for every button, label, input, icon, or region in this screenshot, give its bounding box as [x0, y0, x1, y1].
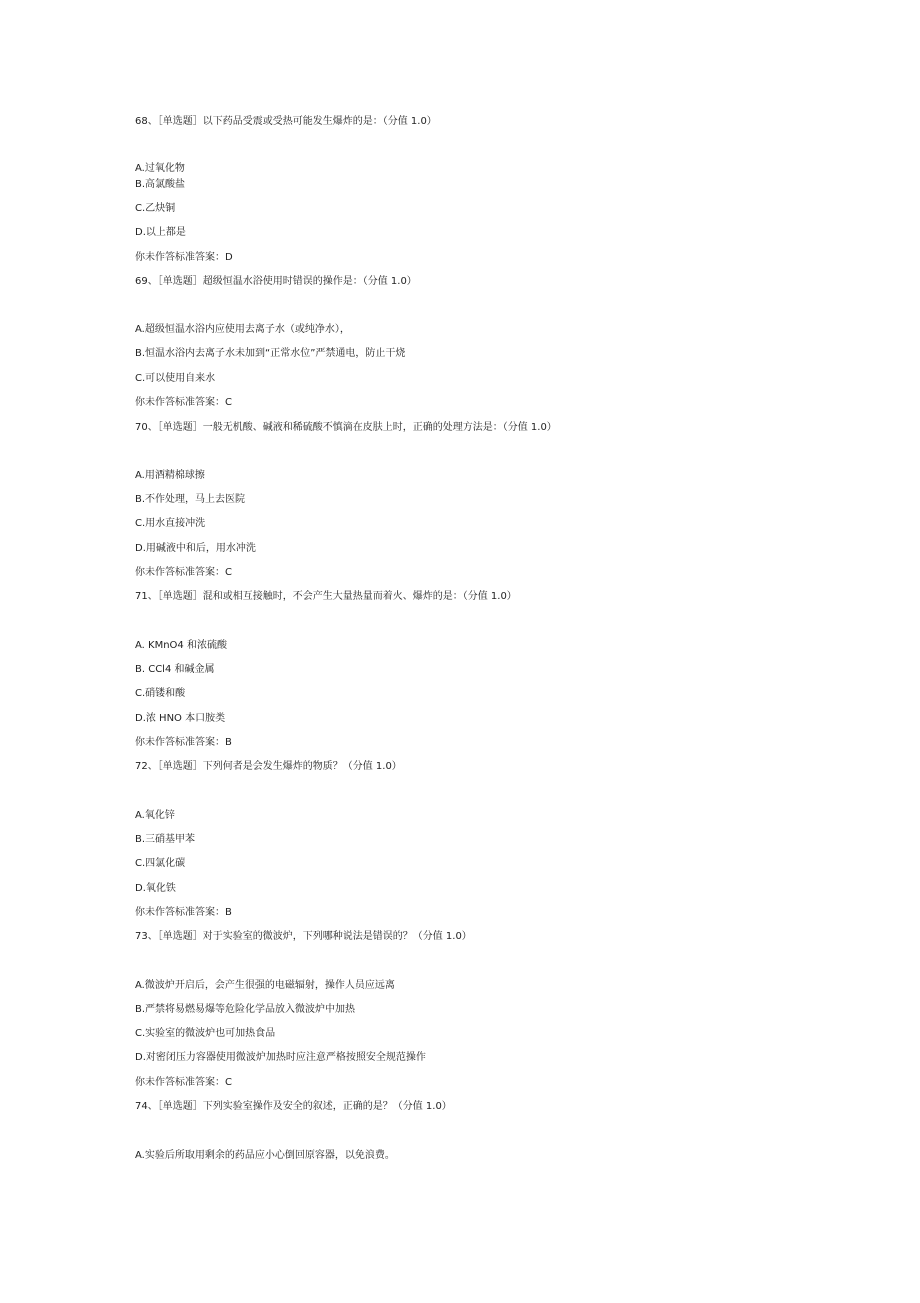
question-74-title: 74、［单选题］下列实验室操作及安全的叙述，正确的是？（分值 1.0） — [135, 1101, 452, 1112]
question-73-answer: 你未作答标准答案：C — [135, 1077, 232, 1088]
question-70-option-b: B.不作处理，马上去医院 — [135, 494, 246, 505]
question-70-title: 70、［单选题］一般无机酸、碱液和稀硫酸不慎滴在皮肤上时，正确的处理方法是：（分值 1.0） — [135, 422, 557, 433]
question-69-title: 69、［单选题］超级恒温水浴使用时错误的操作是：（分值 1.0） — [135, 276, 417, 287]
question-71-option-a: A. KMnO4 和浓硫酸 — [135, 640, 227, 651]
question-73-option-c: C.实验室的微波炉也可加热食品 — [135, 1028, 276, 1039]
question-72-option-d: D.氧化铁 — [135, 883, 176, 894]
question-73-title: 73、［单选题］对于实验室的微波炉，下列哪种说法是错误的？（分值 1.0） — [135, 931, 472, 942]
question-69-option-c: C.可以使用自来水 — [135, 373, 216, 384]
question-72-option-a: A.氧化锌 — [135, 810, 175, 821]
question-69-option-b: B.恒温水浴内去离子水未加到“正常水位”严禁通电，防止干烧 — [135, 348, 406, 359]
question-72-title: 72、［单选题］下列何者是会发生爆炸的物质？（分值 1.0） — [135, 761, 402, 772]
question-73-option-a: A.微波炉开启后，会产生很强的电磁辐射，操作人员应远离 — [135, 980, 395, 991]
question-71-option-c: C.硝镂和酸 — [135, 688, 186, 699]
question-71-option-b: B. CCl4 和碱金属 — [135, 664, 215, 675]
question-72-option-b: B.三硝基甲苯 — [135, 834, 196, 845]
question-69-answer: 你未作答标准答案：C — [135, 397, 232, 408]
question-69-option-a: A.超级恒温水浴内应使用去离子水（或纯净水）， — [135, 324, 350, 335]
question-73-option-d: D.对密闭压力容器使用微波炉加热时应注意严格按照安全规范操作 — [135, 1052, 426, 1063]
question-68-option-d: D.以上都是 — [135, 227, 186, 238]
question-72-answer: 你未作答标准答案：B — [135, 907, 232, 918]
question-71-answer: 你未作答标准答案：B — [135, 737, 232, 748]
question-73-option-b: B.严禁将易燃易爆等危险化学品放入微波炉中加热 — [135, 1004, 356, 1015]
question-70-answer: 你未作答标准答案：C — [135, 567, 232, 578]
question-74-option-a: A.实验后所取用剩余的药品应小心倒回原容器，以免浪费。 — [135, 1150, 395, 1161]
question-68-option-b: B.高氯酸盐 — [135, 179, 186, 190]
question-68-title: 68、［单选题］以下药品受震或受热可能发生爆炸的是：（分值 1.0） — [135, 116, 437, 127]
question-68-option-c: C.乙炔铜 — [135, 203, 176, 214]
question-70-option-c: C.用水直接冲洗 — [135, 518, 206, 529]
question-71-title: 71、［单选题］混和或相互接触时，不会产生大量热量而着火、爆炸的是：（分值 1.0） — [135, 591, 517, 602]
question-70-option-a: A.用酒精棉球擦 — [135, 470, 205, 481]
question-68-option-a: A.过氧化物 — [135, 163, 185, 174]
question-71-option-d: D.浓 HNO 本口胺类 — [135, 713, 226, 724]
question-68-answer: 你未作答标准答案：D — [135, 252, 233, 263]
question-70-option-d: D.用碱液中和后，用水冲洗 — [135, 543, 256, 554]
question-72-option-c: C.四氯化碳 — [135, 858, 186, 869]
